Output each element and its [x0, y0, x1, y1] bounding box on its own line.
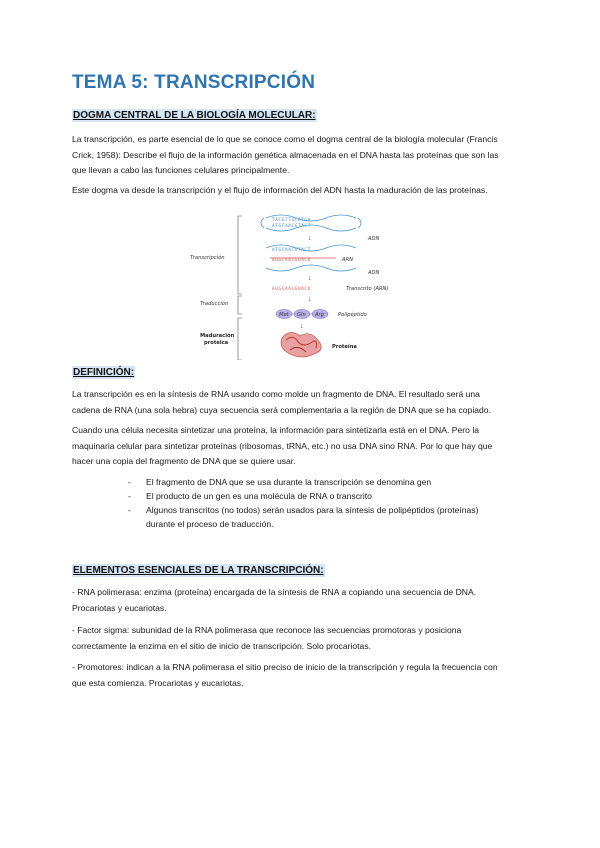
definition-bullet-list: [128, 475, 508, 531]
arrow-down-icon: ↓: [308, 275, 312, 282]
label-adn-2: ADN: [368, 270, 380, 276]
text-line: Cuando una célula necesita sintetizar una proteína, la información para sintetizarla está en el DNA. Pero la: [72, 425, 480, 435]
section-heading-definicion: [72, 367, 135, 378]
text-line: Procariotas y eucariotas.: [72, 602, 167, 613]
arrow-down-icon: ↓: [300, 323, 304, 330]
paragraph-dogma-intro: [72, 132, 532, 179]
element-factor-sigma: [72, 623, 532, 654]
text-line: - Promotores: indican a la RNA polimerasa el sitio preciso de inicio de la transcripción y regula la frecuencia con: [72, 662, 498, 672]
folded-protein: [281, 332, 321, 357]
section-heading-elementos: [72, 565, 325, 576]
element-promotores: [72, 660, 532, 691]
label-proteina: Proteína: [332, 344, 357, 350]
label-adn-1: ADN: [368, 236, 380, 242]
arrow-down-icon: ↓: [308, 235, 312, 242]
amino-acid-3: Arg: [315, 312, 324, 318]
text-line: que llevan a cabo las funciones celulares principalmente.: [72, 165, 290, 175]
bullet-dash: -: [128, 477, 131, 487]
heading-text: ELEMENTOS ESENCIALES DE LA TRANSCRIPCIÓN:: [73, 565, 324, 576]
label-transcrito: Transcrito (ARN): [346, 286, 389, 292]
element-rna-polimerasa: [72, 585, 532, 616]
heading-text: DOGMA CENTRAL DE LA BIOLOGÍA MOLECULAR:: [73, 110, 316, 121]
page-title: TEMA 5: TRANSCRIPCIÓN: [72, 72, 316, 93]
mrna-seq: AUGCAACGUACU: [272, 287, 311, 292]
list-item-text: El producto de un gen es una molécula de RNA o transcrito: [146, 491, 372, 501]
heading-text: DEFINICIÓN:: [73, 367, 135, 378]
bracket-maduracion: [238, 318, 242, 360]
bullet-dash: -: [128, 491, 131, 501]
text-line: hacer una copia del fragmento de DNA que se quiere usar.: [72, 456, 296, 466]
label-maduracion-1: Maduración: [200, 333, 235, 339]
text-line: que esta comienza. Procariotas y eucariotas.: [72, 677, 244, 688]
amino-acid-2: Gln: [297, 312, 306, 318]
paragraph-definicion-1: [72, 387, 532, 418]
label-maduracion-2: proteica: [204, 340, 229, 346]
list-item-text: durante el proceso de traducción.: [146, 519, 274, 529]
list-item: [128, 475, 508, 489]
text-line: - RNA polimerasa: enzima (proteína) encargada de la síntesis de RNA a copiando una secuencia de DNA.: [72, 587, 477, 597]
arrow-down-icon: ↓: [308, 296, 312, 303]
central-dogma-diagram: [186, 210, 416, 360]
list-item: [128, 503, 508, 517]
list-item-continuation: [128, 517, 508, 531]
bracket-transcripcion: [238, 216, 242, 294]
text-line: maquinaria celular para sintetizar proteínas (ribosomas, tRNA, etc.) no usa DNA sino RNA. Por lo que hay que: [72, 440, 493, 451]
label-arn: ARN: [342, 257, 354, 263]
dna-seq-top: TACGTTGCATGA: [272, 218, 311, 223]
list-item-text: Algunos transcritos (no todos) serán usados para la síntesis de polipéptidos (proteínas): [146, 505, 479, 515]
central-dogma-figure: [186, 210, 416, 360]
dna-seq-bottom: ATGCAACGTACT: [272, 224, 311, 229]
list-item-text: El fragmento de DNA que se usa durante la transcripción se denomina gen: [146, 477, 432, 487]
bracket-traduccion: [238, 296, 242, 314]
bullet-dash: -: [128, 505, 131, 515]
amino-acid-1: Met: [279, 312, 289, 318]
text-line: - Factor sigma: subunidad de la RNA polimerasa que reconoce las secuencias promotoras y posiciona: [72, 625, 462, 635]
list-item: [128, 489, 508, 503]
text-line: cadena de RNA (una sola hebra) cuya secuencia será complementaria a la región de DNA que se ha copiado.: [72, 404, 491, 415]
text-line: La transcripción es en la síntesis de RNA usando como molde un fragmento de DNA. El resultado será una: [72, 389, 480, 399]
dna-seq-mid: ATGCAACGTACT: [272, 248, 311, 253]
label-traduccion: Traducción: [200, 301, 229, 307]
text-line: La transcripción, es parte esencial de lo que se conoce como el dogma central de la biología molecular (Francis: [72, 134, 498, 144]
label-transcripcion: Transcripción: [190, 255, 225, 261]
label-polipeptido: Polipéptido: [338, 312, 367, 318]
section-heading-dogma: [72, 110, 317, 121]
rna-seq-mid: AUGCAACGUACU: [272, 258, 311, 263]
paragraph-dogma-flow: Este dogma va desde la transcripción y el flujo de información del ADN hasta la maduración de las proteínas.: [72, 185, 488, 195]
paragraph-definicion-2: [72, 423, 532, 470]
text-line: Crick, 1958): Describe el flujo de la información genética almacenada en el DNA hasta las proteínas que son las: [72, 149, 499, 160]
text-line: correctamente la enzima en el sitio de inicio de transcripción. Solo procariotas.: [72, 640, 372, 651]
